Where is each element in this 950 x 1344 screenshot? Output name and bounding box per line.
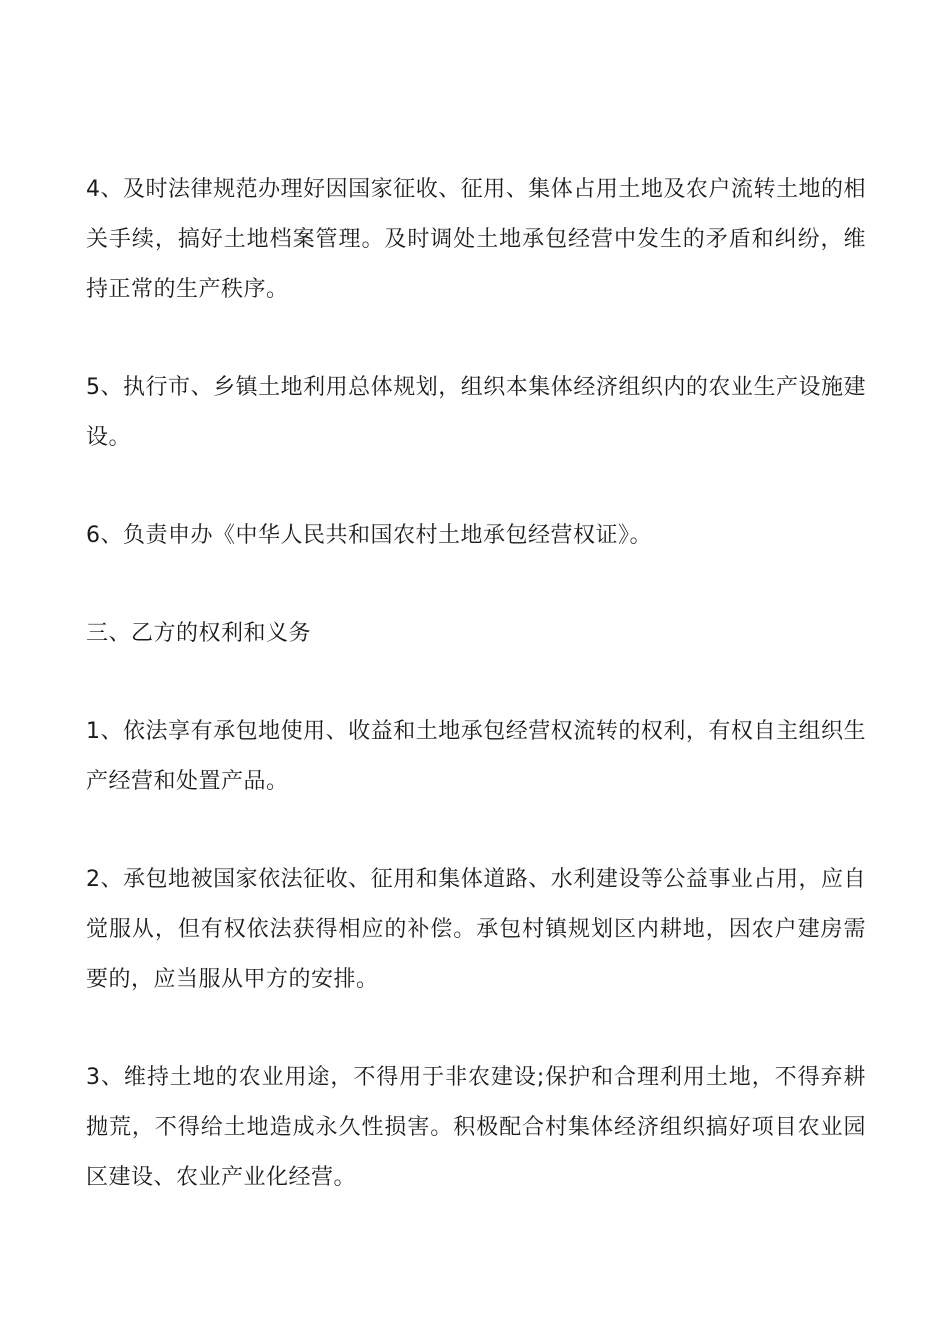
paragraph-item-2: 2、承包地被国家依法征收、征用和集体道路、水利建设等公益事业占用，应自觉服从，但有权依法获得相应的补偿。承包村镇规划区内耕地，因农户建房需要的，应当服从甲方的安排。: [86, 867, 866, 992]
paragraph-gap: [86, 561, 866, 609]
document-body: [86, 165, 866, 1203]
paragraph-item-4: 4、及时法律规范办理好因国家征收、征用、集体占用土地及农户流转土地的相关手续，搞好土地档案管理。及时调处土地承包经营中发生的矛盾和纠纷，维持正常的生产秩序。: [86, 177, 866, 302]
paragraph-gap: [86, 807, 866, 855]
paragraph-gap: [86, 1005, 866, 1053]
paragraph-item-1: 1、依法享有承包地使用、收益和土地承包经营权流转的权利，有权自主组织生产经营和处置产品。: [86, 719, 866, 794]
paragraph-item-5: 5、执行市、乡镇土地利用总体规划，组织本集体经济组织内的农业生产设施建设。: [86, 375, 866, 450]
section-heading: 三、乙方的权利和义务: [86, 621, 312, 646]
paragraph-gap: [86, 463, 866, 511]
paragraph-item-3: 3、维持土地的农业用途，不得用于非农建设;保护和合理利用土地，不得弃耕抛荒，不得给土地造成永久性损害。积极配合村集体经济组织搞好项目农业园区建设、农业产业化经营。: [86, 1065, 866, 1190]
paragraph-gap: [86, 315, 866, 363]
paragraph-gap: [86, 659, 866, 707]
paragraph-item-6: 6、负责申办《中华人民共和国农村土地承包经营权证》。: [86, 523, 652, 548]
